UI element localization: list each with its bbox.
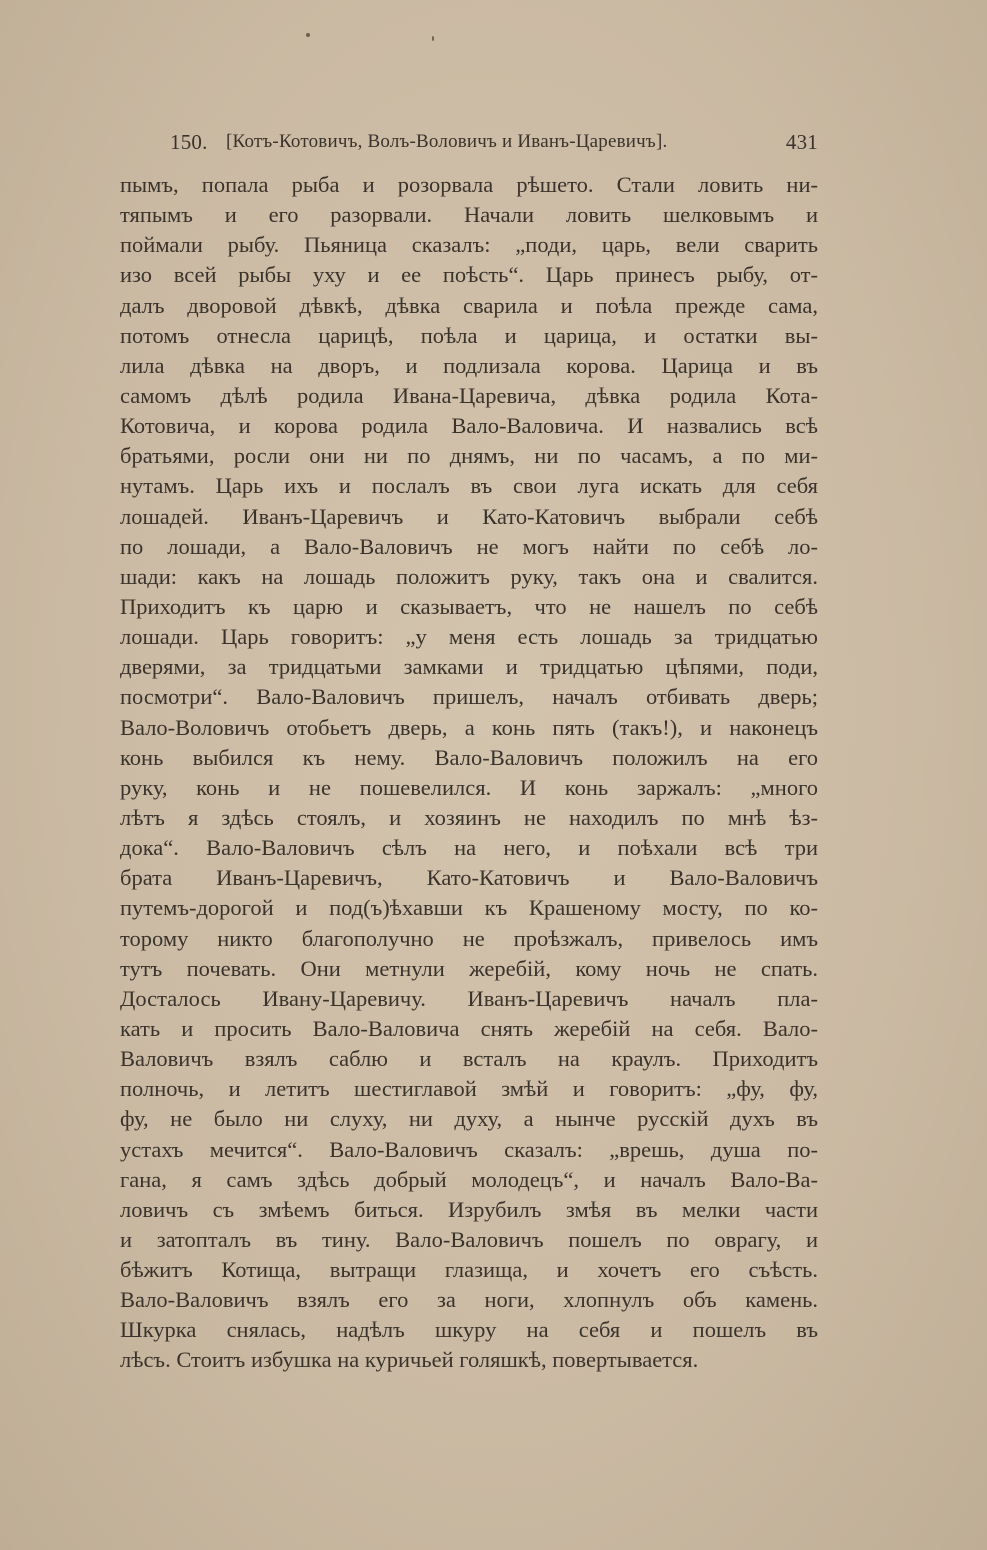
text-line: лѣтъ я здѣсь стоялъ, и хозяинъ не находилъ по мнѣ ѣз- [120, 804, 818, 830]
page-number-right: 431 [785, 130, 818, 154]
text-line: Котовича, и корова родила Вало-Валовича. И назвались всѣ [120, 413, 818, 439]
text-line: Приходитъ къ царю и сказываетъ, что не нашелъ по себѣ [120, 593, 818, 619]
text-line: дверями, за тридцатьми замками и тридцатью цѣпями, поди, [120, 654, 818, 680]
text-line: тутъ почевать. Они метнули жеребій, кому ночь не спать. [120, 955, 818, 981]
page-number-left: 150. [170, 130, 208, 154]
running-title: [Котъ-Котовичъ, Волъ-Воловичъ и Иванъ-Царевичъ]. [226, 131, 668, 152]
text-line: лошади. Царь говоритъ: „у меня есть лошадь за тридцатью [120, 624, 818, 650]
text-line: Досталось Ивану-Царевичу. Иванъ-Царевичъ началъ пла- [120, 985, 818, 1011]
text-line: полночь, и летитъ шестиглавой змѣй и говоритъ: „фу, фу, [120, 1076, 818, 1102]
print-speck [432, 36, 434, 41]
text-line: лошадей. Иванъ-Царевичъ и Като-Катовичъ выбрали себѣ [120, 503, 818, 529]
text-line: поймали рыбу. Пьяница сказалъ: „поди, царь, вели сварить [120, 232, 818, 258]
text-line: устахъ мечится“. Вало-Валовичъ сказалъ: „врешь, душа по- [120, 1136, 818, 1162]
text-line: тяпымъ и его разорвали. Начали ловить шелковымъ и [120, 202, 818, 228]
text-line: самомъ дѣлѣ родила Ивана-Царевича, дѣвка родила Кота- [120, 382, 818, 408]
text-line: Шкурка снялась, надѣлъ шкуру на себя и пошелъ въ [120, 1317, 818, 1343]
text-line: фу, не было ни слуху, ни духу, а нынче русскій духъ въ [120, 1106, 818, 1132]
text-line: бѣжитъ Котища, вытращи глазища, и хочетъ его съѣсть. [120, 1257, 818, 1283]
text-line: торому никто благополучно не проѣзжалъ, привелось имъ [120, 925, 818, 951]
print-speck [306, 33, 310, 37]
text-line: пымъ, попала рыба и розорвала рѣшето. Стали ловить ни- [120, 172, 818, 197]
text-line: конь выбился къ нему. Вало-Валовичъ положилъ на его [120, 744, 818, 770]
text-line: Вало-Валовичъ взялъ его за ноги, хлопнулъ объ камень. [120, 1287, 818, 1313]
text-line: гана, я самъ здѣсь добрый молодецъ“, и началъ Вало-Ва- [120, 1166, 818, 1192]
text-line: Валовичъ взялъ саблю и всталъ на краулъ. Приходитъ [120, 1046, 818, 1072]
text-line: далъ дворовой дѣвкѣ, дѣвка сварила и поѣла прежде сама, [120, 292, 818, 318]
text-line: и затопталъ въ тину. Вало-Валовичъ пошелъ по оврагу, и [120, 1226, 818, 1252]
text-line: посмотри“. Вало-Валовичъ пришелъ, началъ отбивать дверь; [120, 684, 818, 710]
text-line: потомъ отнесла царицѣ, поѣла и царица, и остатки вы- [120, 322, 818, 348]
text-line: дока“. Вало-Валовичъ сѣлъ на него, и поѣхали всѣ три [120, 835, 818, 861]
text-line: кать и просить Вало-Валовича снять жеребій на себя. Вало- [120, 1015, 818, 1041]
text-line: ловичъ съ змѣемъ биться. Изрубилъ змѣя въ мелки части [120, 1196, 818, 1222]
text-line: руку, конь и не пошевелился. И конь заржалъ: „много [120, 774, 818, 800]
text-line: путемъ-дорогой и под(ъ)ѣхавши къ Крашеному мосту, по ко- [120, 895, 818, 921]
text-line: Вало-Воловичъ отобьетъ дверь, а конь пять (такъ!), и наконецъ [120, 714, 818, 740]
page-header [170, 127, 818, 157]
text-line: братьями, росли они ни по днямъ, ни по часамъ, а по ми- [120, 443, 818, 469]
text-line: нутамъ. Царь ихъ и послалъ въ свои луга искать для себя [120, 473, 818, 499]
text-line: шади: какъ на лошадь положитъ руку, такъ она и свалится. [120, 563, 818, 589]
story-text [120, 170, 818, 1376]
text-line: лѣсъ. Стоитъ избушка на куричьей голяшкѣ, повертывается. [120, 1347, 699, 1373]
text-line: изо всей рыбы уху и ее поѣсть“. Царь принесъ рыбу, от- [120, 262, 818, 288]
text-line: лила дѣвка на дворъ, и подлизала корова. Царица и въ [120, 352, 818, 378]
text-line: по лошади, а Вало-Валовичъ не могъ найти по себѣ ло- [120, 533, 818, 559]
text-line: брата Иванъ-Царевичъ, Като-Катовичъ и Вало-Валовичъ [120, 865, 818, 891]
